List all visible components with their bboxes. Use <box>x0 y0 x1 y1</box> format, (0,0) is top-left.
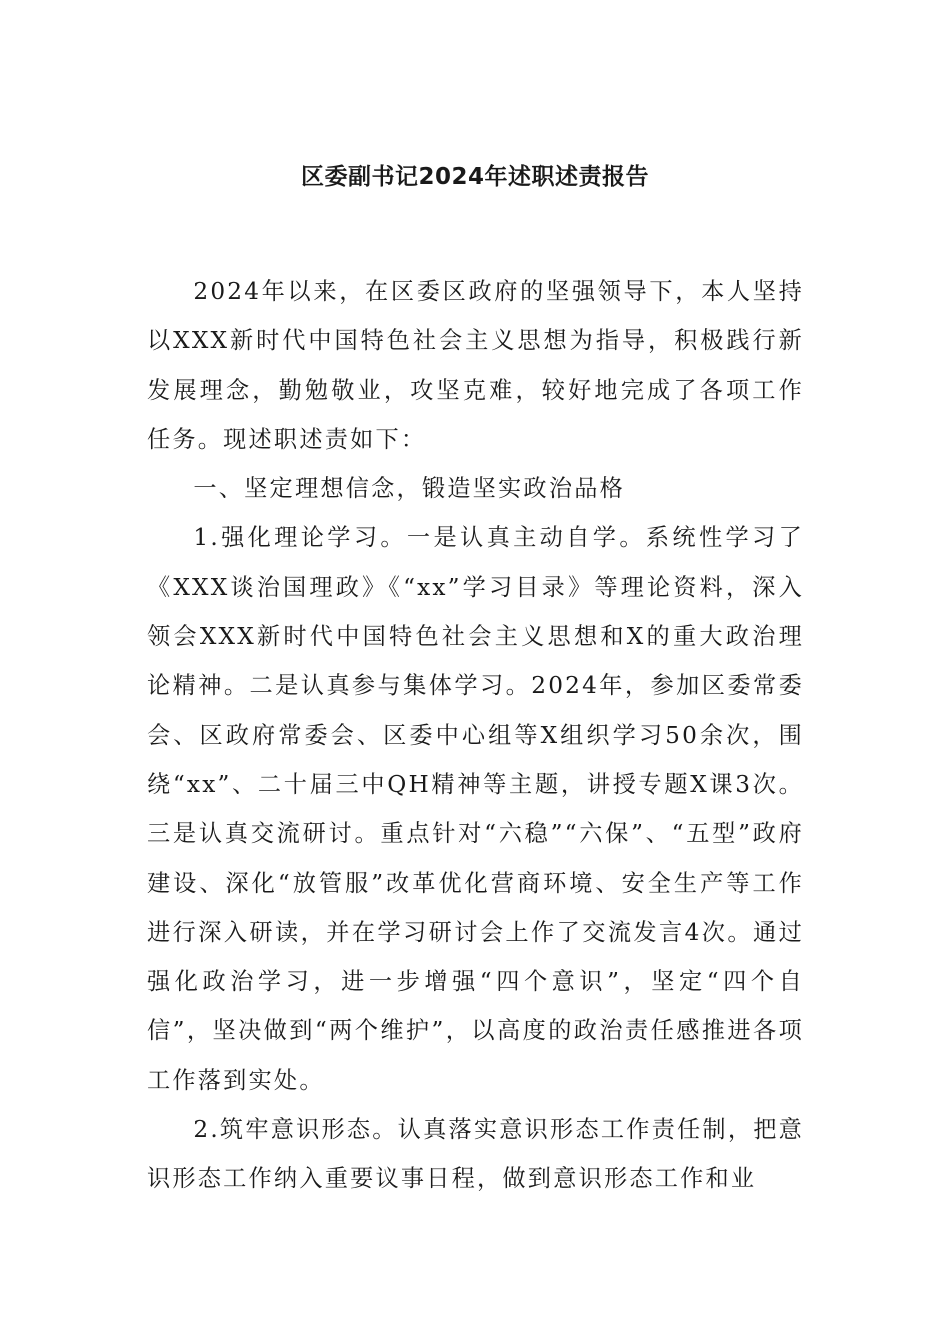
theory-study-paragraph: 1.强化理论学习。一是认真主动自学。系统性学习了《XXX谈治国理政》《“xx”学习目录》等理论资料，深入领会XXX新时代中国特色社会主义思想和X的重大政治理论精神。二是认真参与集体学习。2024年，参加区委常委会、区政府常委会、区委中心组等X组织学习50余次，围绕“xx”、二十届三中QH精神等主题，讲授专题X课3次。三是认真交流研讨。重点针对“六稳”“六保”、“五型”政府建设、深化“放管服”改革优化营商环境、安全生产等工作进行深入研读，并在学习研讨会上作了交流发言4次。通过强化政治学习，进一步增强“四个意识”，坚定“四个自信”，坚决做到“两个维护”，以高度的政治责任感推进各项工作落到实处。 <box>147 524 804 1094</box>
ideology-paragraph: 2.筑牢意识形态。认真落实意识形态工作责任制，把意识形态工作纳入重要议事日程，做到意识形态工作和业 <box>147 1116 804 1193</box>
section-heading: 一、坚定理想信念，锻造坚实政治品格 <box>193 475 625 503</box>
document-title: 区委副书记2024年述职述责报告 <box>300 164 649 190</box>
intro-paragraph: 2024年以来，在区委区政府的坚强领导下，本人坚持以XXX新时代中国特色社会主义思想为指导，积极践行新发展理念，勤勉敬业，攻坚克难，较好地完成了各项工作任务。现述职述责如下： <box>147 278 804 453</box>
document-body <box>147 267 804 1204</box>
